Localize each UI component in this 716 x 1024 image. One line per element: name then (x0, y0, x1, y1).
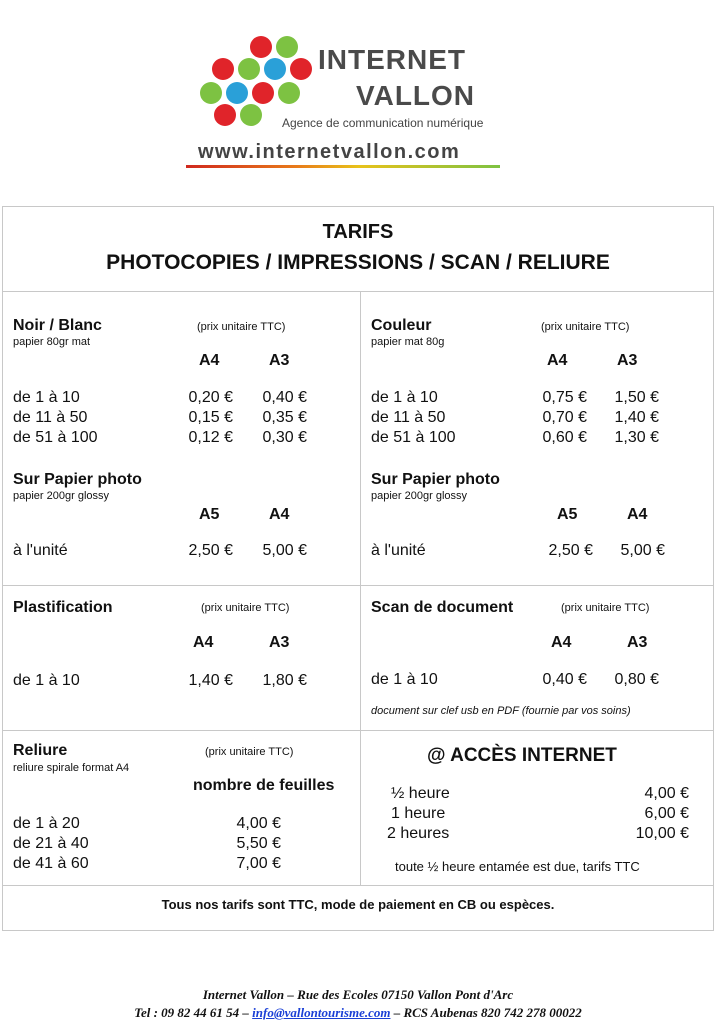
page-title: TARIFS (322, 221, 394, 243)
divider (3, 291, 713, 292)
column-header: A4 (199, 352, 220, 369)
row-label: de 1 à 10 (371, 389, 438, 406)
price-note: (prix unitaire TTC) (541, 321, 630, 333)
price-note: (prix unitaire TTC) (561, 602, 650, 614)
row-label: ½ heure (391, 785, 450, 802)
divider (360, 291, 361, 885)
logo-dot (252, 82, 274, 104)
column-header: A4 (551, 634, 572, 651)
logo-dot (200, 82, 222, 104)
logo-dot (238, 58, 260, 80)
row-label: de 1 à 10 (13, 672, 80, 689)
brand-name-line1: INTERNET (318, 44, 466, 75)
price-cell: 4,00 € (644, 785, 689, 802)
logo-icon (200, 36, 312, 126)
column-header: A5 (557, 506, 578, 523)
logo-dot (214, 104, 236, 126)
section-sub: papier 200gr glossy (371, 490, 468, 502)
logo-dot (276, 36, 298, 58)
section-heading: Noir / Blanc (13, 317, 102, 334)
phone-text: Tel : 09 82 44 61 54 – (134, 1005, 253, 1020)
price-cell: 1,30 € (614, 429, 659, 446)
brand-name-line2: VALLON (356, 80, 476, 111)
column-header: A4 (193, 634, 214, 651)
row-label: de 51 à 100 (13, 429, 98, 446)
price-cell: 6,00 € (644, 805, 689, 822)
price-cell: 0,30 € (262, 429, 307, 446)
logo-dot (290, 58, 312, 80)
logo-dot (212, 58, 234, 80)
row-label: à l'unité (13, 542, 68, 559)
price-cell: 0,40 € (542, 671, 587, 688)
price-cell: 0,75 € (542, 389, 587, 406)
email-link[interactable]: info@vallontourisme.com (252, 1005, 391, 1020)
divider (3, 585, 713, 586)
section-sub: papier 200gr glossy (13, 490, 110, 502)
logo-dot (278, 82, 300, 104)
logo-dot (264, 58, 286, 80)
column-header: A3 (617, 352, 638, 369)
price-cell: 2,50 € (548, 542, 593, 559)
price-cell: 0,80 € (614, 671, 659, 688)
price-note: (prix unitaire TTC) (201, 602, 290, 614)
section-heading: Scan de document (371, 599, 514, 616)
row-label: de 1 à 10 (371, 671, 438, 688)
column-header: A4 (269, 506, 290, 523)
row-label: à l'unité (371, 542, 426, 559)
price-cell: 7,00 € (236, 855, 281, 872)
price-cell: 5,00 € (620, 542, 665, 559)
price-cell: 1,50 € (614, 389, 659, 406)
section-heading: Sur Papier photo (13, 471, 142, 488)
row-label: de 21 à 40 (13, 835, 89, 852)
internet-note: toute ½ heure entamée est due, tarifs TTC (395, 859, 640, 874)
price-cell: 0,70 € (542, 409, 587, 426)
scan-footnote: document sur clef usb en PDF (fournie par vos soins) (371, 705, 631, 717)
divider (3, 730, 713, 731)
website-url[interactable]: www.internetvallon.com (198, 141, 461, 163)
rcs-text: – RCS Aubenas 820 742 278 00022 (390, 1005, 582, 1020)
column-header: A4 (627, 506, 648, 523)
row-label: 2 heures (387, 825, 450, 842)
divider (3, 885, 713, 886)
section-sub: papier mat 80g (371, 336, 445, 348)
row-label: de 11 à 50 (13, 409, 88, 426)
price-cell: 1,40 € (614, 409, 659, 426)
column-header: A3 (269, 634, 290, 651)
section-heading: @ ACCÈS INTERNET (427, 745, 617, 766)
price-cell: 0,15 € (188, 409, 233, 426)
price-cell: 0,12 € (188, 429, 233, 446)
row-label: de 41 à 60 (13, 855, 89, 872)
page-subtitle: PHOTOCOPIES / IMPRESSIONS / SCAN / RELIURE (106, 251, 610, 274)
section-heading: Reliure (13, 742, 68, 759)
address-line: Internet Vallon – Rue des Ecoles 07150 Vallon Pont d'Arc (202, 987, 514, 1002)
color-divider (186, 165, 500, 168)
price-cell: 0,35 € (262, 409, 307, 426)
price-cell: 10,00 € (635, 825, 689, 842)
price-cell: 2,50 € (188, 542, 233, 559)
price-cell: 0,40 € (262, 389, 307, 406)
logo-dot (240, 104, 262, 126)
price-note: (prix unitaire TTC) (205, 746, 294, 758)
row-label: de 51 à 100 (371, 429, 456, 446)
row-label: de 1 à 10 (13, 389, 80, 406)
column-header: A3 (627, 634, 648, 651)
price-note: (prix unitaire TTC) (197, 321, 286, 333)
price-cell: 4,00 € (236, 815, 281, 832)
price-cell: 1,40 € (188, 672, 233, 689)
price-cell: 5,50 € (236, 835, 281, 852)
row-label: 1 heure (391, 805, 446, 822)
logo-dot (226, 82, 248, 104)
section-sub: papier 80gr mat (13, 336, 91, 348)
section-heading: Couleur (371, 317, 432, 334)
section-heading: Plastification (13, 599, 113, 616)
column-header: nombre de feuilles (193, 777, 335, 794)
price-cell: 0,20 € (188, 389, 233, 406)
payment-note: Tous nos tarifs sont TTC, mode de paiement en CB ou espèces. (161, 897, 555, 912)
section-sub: reliure spirale format A4 (13, 762, 130, 774)
logo-dot (250, 36, 272, 58)
column-header: A5 (199, 506, 220, 523)
column-header: A4 (547, 352, 568, 369)
price-cell: 5,00 € (262, 542, 307, 559)
row-label: de 1 à 20 (13, 815, 80, 832)
brand-tagline: Agence de communication numérique (282, 116, 484, 130)
column-header: A3 (269, 352, 290, 369)
pricing-table (2, 206, 714, 931)
section-heading: Sur Papier photo (371, 471, 500, 488)
contact-line (0, 1005, 716, 1021)
price-cell: 1,80 € (262, 672, 307, 689)
price-cell: 0,60 € (542, 429, 587, 446)
row-label: de 11 à 50 (371, 409, 446, 426)
